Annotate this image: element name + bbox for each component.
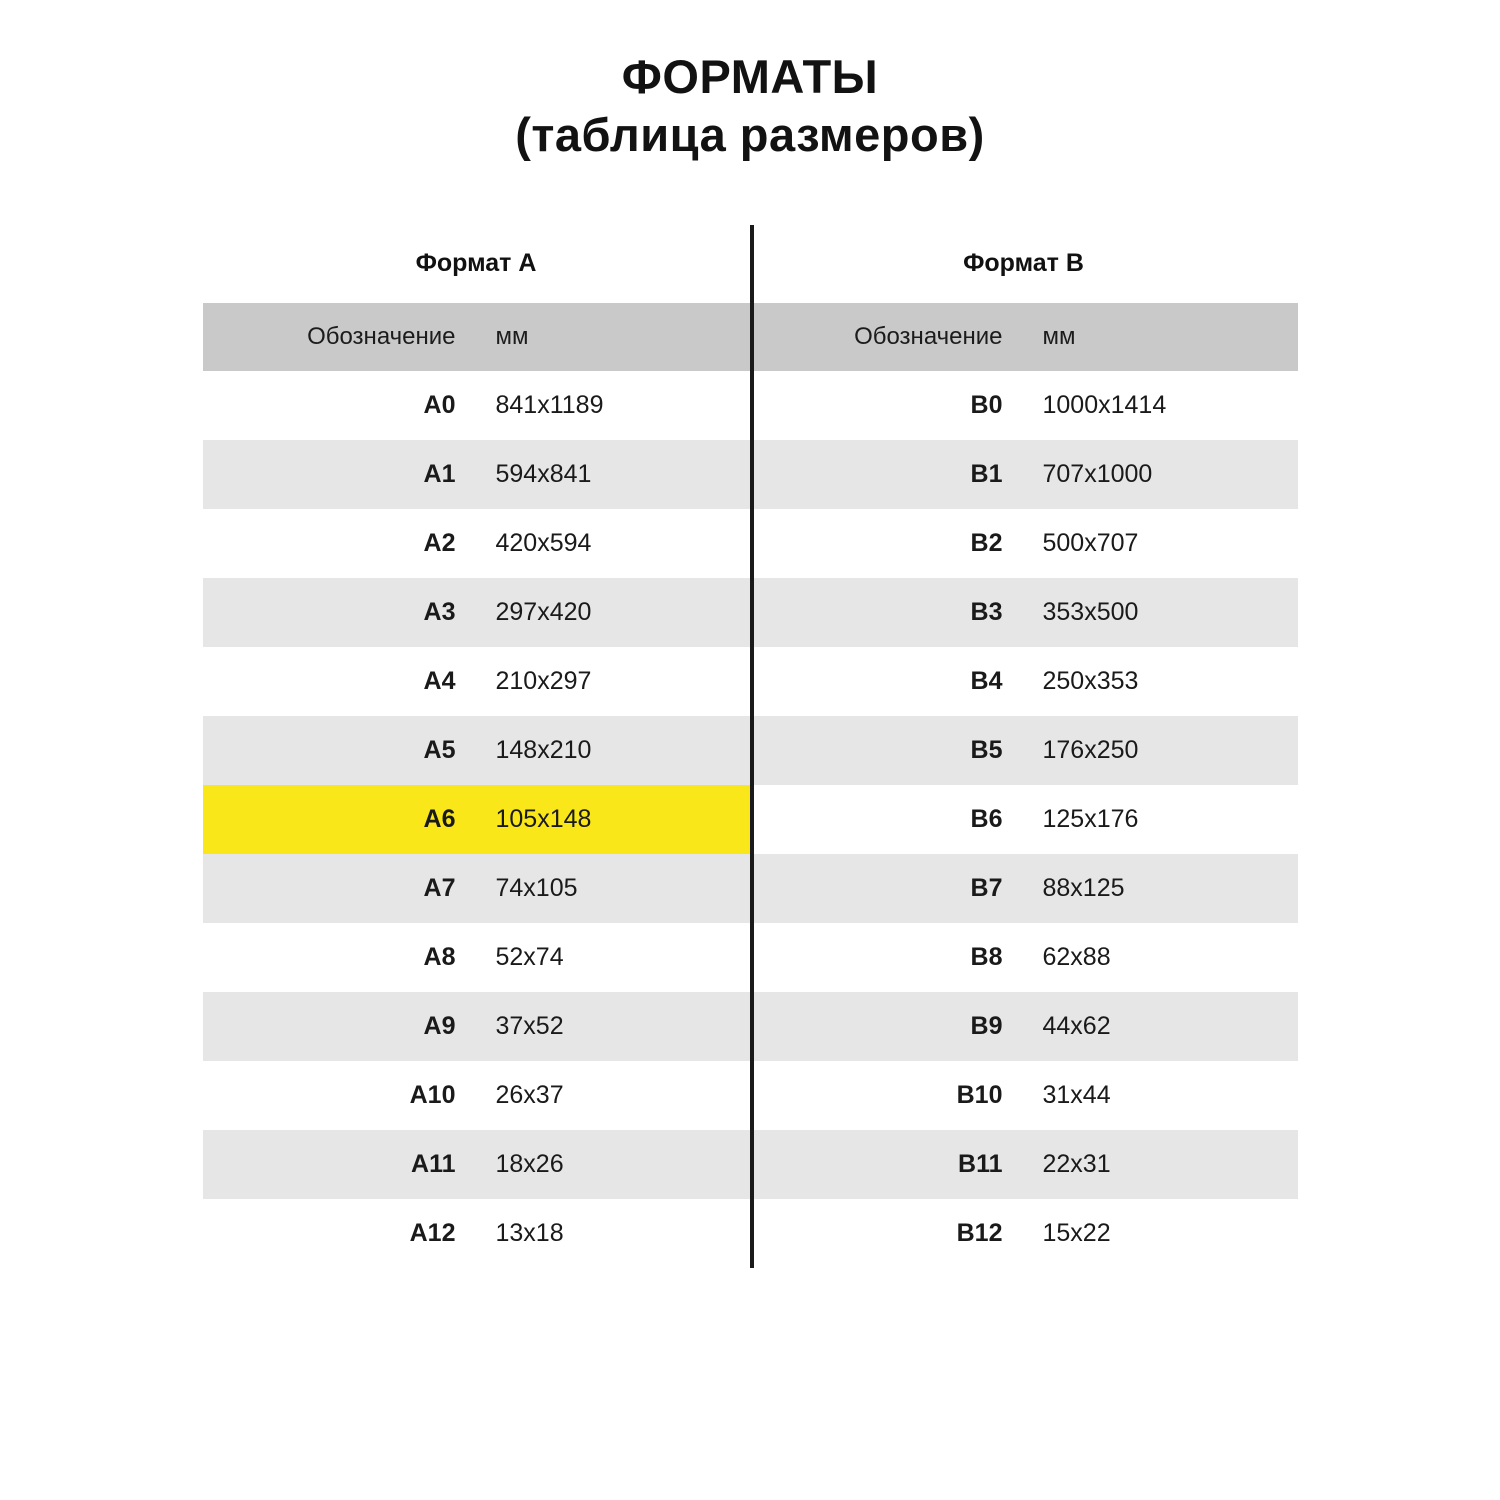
column-divider-top: [750, 225, 754, 303]
cell-format-b-name: B2: [970, 528, 1003, 557]
cell-format-b-name: B4: [970, 666, 1003, 695]
formats-table: [203, 225, 1298, 1268]
cell-format-b-name: B10: [956, 1080, 1003, 1109]
cell-format-b-size: 31x44: [1042, 1080, 1111, 1109]
cell-format-b-size: 176x250: [1042, 735, 1139, 764]
cell-format-b-name: B1: [970, 459, 1003, 488]
cell-format-a-size: 105x148: [478, 785, 750, 854]
cell-format-a-size: 420x594: [495, 528, 592, 557]
cell-format-a-name: A12: [409, 1218, 456, 1247]
cell-format-a-size: 26x37: [495, 1080, 564, 1109]
cell-format-b-size: 44x62: [1042, 1011, 1111, 1040]
cell-format-a-name: A3: [423, 597, 456, 626]
cell-format-b-name: B3: [970, 597, 1003, 626]
cell-format-a-name: A0: [423, 390, 456, 419]
cell-format-a-name: A11: [411, 1149, 456, 1178]
cell-format-a-name: A5: [423, 735, 456, 764]
cell-format-b-name: B0: [970, 390, 1003, 419]
cell-format-a-name: A10: [409, 1080, 456, 1109]
cell-format-b-name: B5: [970, 735, 1003, 764]
cell-format-b-size: 62x88: [1042, 942, 1111, 971]
cell-format-a-size: 52x74: [495, 942, 564, 971]
cell-format-a-size: 18x26: [495, 1149, 564, 1178]
cell-format-b-size: 22x31: [1042, 1149, 1111, 1178]
page-title: [0, 0, 1500, 165]
cell-format-a-name: A7: [423, 873, 456, 902]
cell-format-b-name: B9: [970, 1011, 1003, 1040]
cell-format-b-size: 125x176: [1042, 804, 1139, 833]
cell-format-a-name: A6: [203, 785, 478, 854]
cell-format-b-size: 1000x1414: [1042, 390, 1167, 419]
cell-format-b-name: B11: [958, 1149, 1003, 1178]
cell-format-b-size: 500x707: [1042, 528, 1139, 557]
cell-format-a-size: 13x18: [495, 1218, 564, 1247]
cell-format-a-size: 210x297: [495, 666, 592, 695]
cell-format-a-name: A1: [423, 459, 456, 488]
cell-format-a-name: A2: [423, 528, 456, 557]
cell-format-a-size: 37x52: [495, 1011, 564, 1040]
cell-format-b-size: 15x22: [1042, 1218, 1111, 1247]
cell-format-b-size: 88x125: [1042, 873, 1125, 902]
cell-format-b-name: B6: [970, 804, 1003, 833]
cell-format-b-size: 707x1000: [1042, 459, 1153, 488]
column-divider: [750, 303, 754, 1268]
title-line-1: ФОРМАТЫ: [621, 50, 879, 103]
cell-format-b-name: B7: [970, 873, 1003, 902]
cell-format-b-size: 353x500: [1042, 597, 1139, 626]
header-a-designation: Обозначение: [307, 322, 456, 350]
cell-format-a-name: A9: [423, 1011, 456, 1040]
cell-format-b-name: B8: [970, 942, 1003, 971]
header-a-units: мм: [495, 322, 529, 350]
group-header-format-b: Формат B: [963, 249, 1084, 278]
cell-format-a-name: A4: [423, 666, 456, 695]
title-line-2: (таблица размеров): [515, 108, 985, 162]
cell-format-a-size: 841x1189: [495, 390, 604, 419]
cell-format-a-name: A8: [423, 942, 456, 971]
cell-format-b-name: B12: [956, 1218, 1003, 1247]
cell-format-a-size: 297x420: [495, 597, 592, 626]
cell-format-a-size: 594x841: [495, 459, 592, 488]
header-b-designation: Обозначение: [854, 322, 1003, 350]
group-header-format-a: Формат А: [415, 249, 537, 278]
cell-format-a-size: 74x105: [495, 873, 578, 902]
cell-format-a-size: 148x210: [495, 735, 592, 764]
header-b-units: мм: [1042, 322, 1076, 350]
cell-format-b-size: 250x353: [1042, 666, 1139, 695]
